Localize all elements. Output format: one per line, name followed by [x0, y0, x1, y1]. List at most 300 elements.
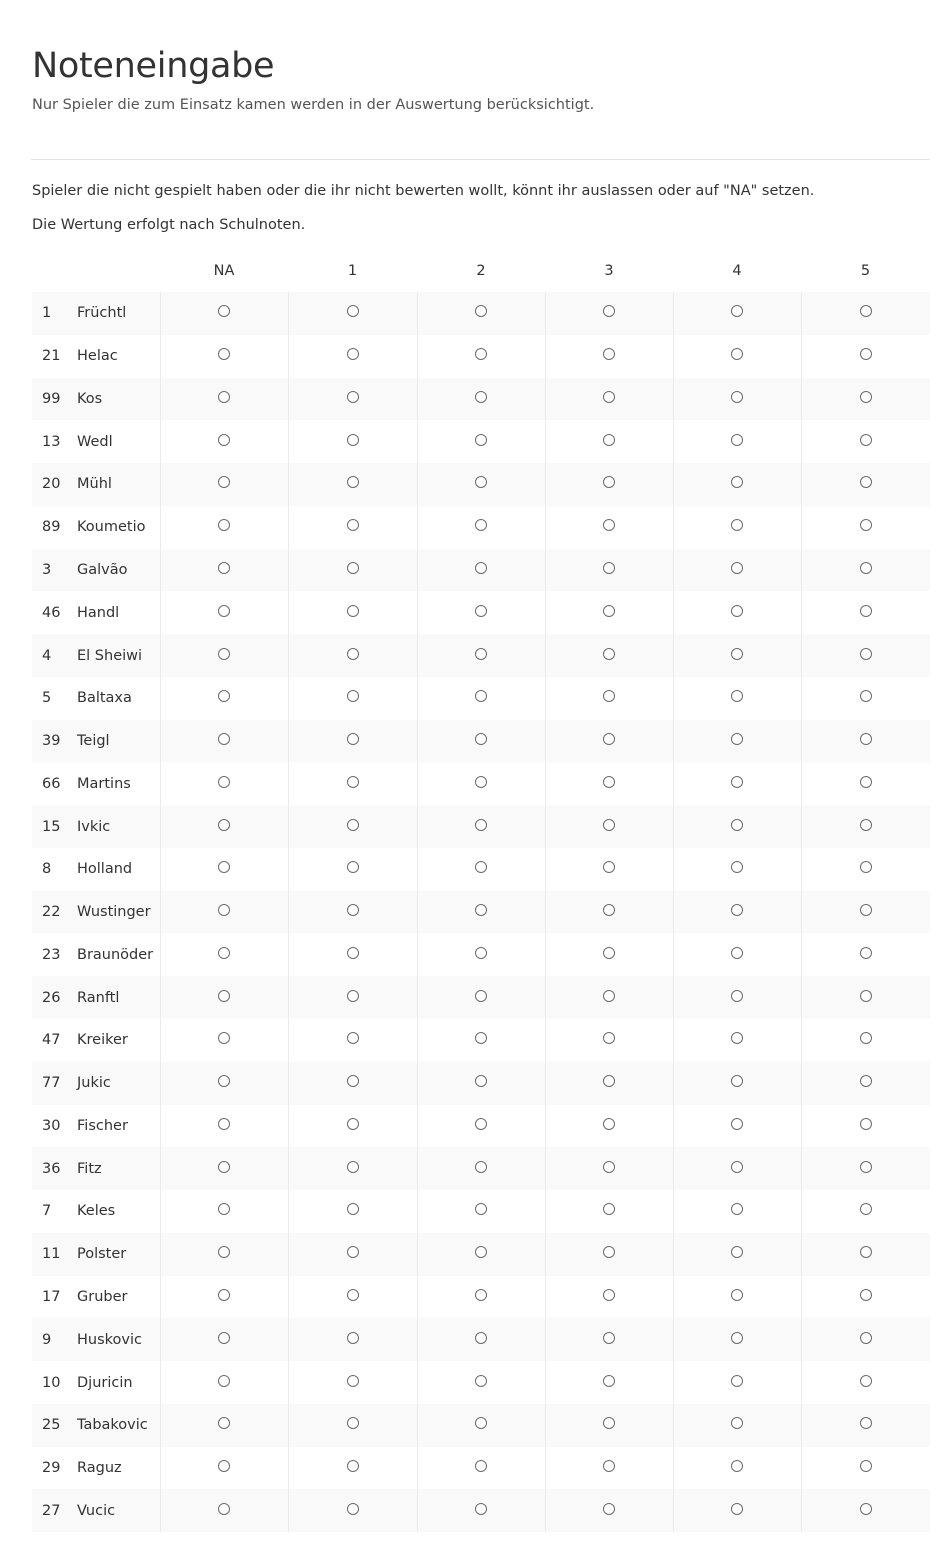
rating-radio-2[interactable]	[475, 1075, 487, 1087]
grid-header-row	[32, 250, 930, 292]
rating-radio-2[interactable]	[475, 1503, 487, 1515]
rating-radio-1[interactable]	[347, 1503, 359, 1515]
rating-radio-3[interactable]	[603, 1375, 615, 1387]
rating-radio-2[interactable]	[475, 947, 487, 959]
rating-radio-3[interactable]	[603, 1417, 615, 1429]
rating-radio-na[interactable]	[218, 1246, 230, 1258]
rating-radio-1[interactable]	[347, 305, 359, 317]
rating-radio-1[interactable]	[347, 434, 359, 446]
rating-radio-na[interactable]	[218, 990, 230, 1002]
rating-cell	[673, 549, 801, 592]
rating-radio-na[interactable]	[218, 1075, 230, 1087]
rating-radio-2[interactable]	[475, 605, 487, 617]
player-number: 29	[42, 1460, 61, 1477]
rating-radio-3[interactable]	[603, 690, 615, 702]
rating-radio-5[interactable]	[860, 434, 872, 446]
rating-cell	[545, 805, 673, 848]
rating-radio-4[interactable]	[731, 1332, 743, 1344]
rating-radio-na[interactable]	[218, 648, 230, 660]
rating-cell	[417, 634, 545, 677]
rating-radio-na[interactable]	[218, 1289, 230, 1301]
rating-radio-1[interactable]	[347, 1075, 359, 1087]
player-name: El Sheiwi	[77, 647, 143, 664]
rating-cell	[160, 1019, 288, 1062]
rating-radio-4[interactable]	[731, 1075, 743, 1087]
rating-radio-2[interactable]	[475, 562, 487, 574]
rating-radio-5[interactable]	[860, 1332, 872, 1344]
rating-radio-5[interactable]	[860, 648, 872, 660]
rating-radio-5[interactable]	[860, 1118, 872, 1130]
rating-cell	[417, 1489, 545, 1532]
rating-radio-1[interactable]	[347, 1246, 359, 1258]
rating-cell	[801, 463, 930, 506]
rating-cell	[160, 891, 288, 934]
rating-radio-1[interactable]	[347, 562, 359, 574]
rating-radio-5[interactable]	[860, 861, 872, 873]
rating-radio-5[interactable]	[860, 733, 872, 745]
rating-radio-1[interactable]	[347, 1460, 359, 1472]
rating-cell	[288, 1447, 417, 1490]
rating-radio-3[interactable]	[603, 1075, 615, 1087]
player-name: Jukic	[77, 1075, 111, 1092]
rating-radio-4[interactable]	[731, 733, 743, 745]
instruction-skip-na: Spieler die nicht gespielt haben oder die ihr nicht bewerten wollt, könnt ihr auslassen oder auf "NA" setzen.	[32, 183, 815, 199]
rating-radio-na[interactable]	[218, 1460, 230, 1472]
player-name: Koumetio	[77, 519, 146, 536]
rating-cell	[160, 1361, 288, 1404]
rating-radio-1[interactable]	[347, 605, 359, 617]
rating-radio-3[interactable]	[603, 562, 615, 574]
player-row	[32, 591, 930, 634]
rating-radio-na[interactable]	[218, 819, 230, 831]
player-cell	[32, 1404, 160, 1447]
rating-cell	[288, 1062, 417, 1105]
rating-cell	[801, 1276, 930, 1319]
rating-cell	[673, 1062, 801, 1105]
rating-cell	[288, 1404, 417, 1447]
rating-radio-3[interactable]	[603, 519, 615, 531]
rating-radio-3[interactable]	[603, 1161, 615, 1173]
player-row	[32, 1489, 930, 1532]
player-cell	[32, 1062, 160, 1105]
rating-cell	[288, 720, 417, 763]
player-row	[32, 1404, 930, 1447]
player-row	[32, 762, 930, 805]
rating-radio-3[interactable]	[603, 990, 615, 1002]
rating-radio-4[interactable]	[731, 1032, 743, 1044]
rating-radio-4[interactable]	[731, 690, 743, 702]
rating-radio-1[interactable]	[347, 1032, 359, 1044]
rating-cell	[288, 420, 417, 463]
player-name: Ivkic	[77, 818, 111, 835]
player-cell	[32, 1318, 160, 1361]
rating-radio-2[interactable]	[475, 1289, 487, 1301]
rating-cell	[801, 720, 930, 763]
rating-radio-na[interactable]	[218, 1118, 230, 1130]
rating-radio-4[interactable]	[731, 348, 743, 360]
player-cell	[32, 1276, 160, 1319]
rating-radio-4[interactable]	[731, 1417, 743, 1429]
rating-cell	[545, 1276, 673, 1319]
rating-radio-1[interactable]	[347, 1417, 359, 1429]
rating-radio-4[interactable]	[731, 305, 743, 317]
rating-cell	[673, 933, 801, 976]
player-number: 13	[42, 433, 61, 450]
rating-cell	[801, 1447, 930, 1490]
rating-radio-5[interactable]	[860, 1246, 872, 1258]
rating-radio-3[interactable]	[603, 476, 615, 488]
rating-cell	[801, 1233, 930, 1276]
rating-radio-4[interactable]	[731, 819, 743, 831]
rating-cell	[417, 1019, 545, 1062]
rating-radio-3[interactable]	[603, 819, 615, 831]
rating-radio-3[interactable]	[603, 1460, 615, 1472]
player-cell	[32, 506, 160, 549]
rating-radio-na[interactable]	[218, 562, 230, 574]
rating-radio-2[interactable]	[475, 904, 487, 916]
rating-radio-1[interactable]	[347, 1375, 359, 1387]
rating-cell	[417, 549, 545, 592]
rating-cell	[545, 378, 673, 421]
rating-radio-na[interactable]	[218, 733, 230, 745]
rating-radio-2[interactable]	[475, 861, 487, 873]
player-name: Teigl	[77, 733, 110, 750]
rating-radio-3[interactable]	[603, 904, 615, 916]
rating-radio-2[interactable]	[475, 776, 487, 788]
rating-radio-4[interactable]	[731, 519, 743, 531]
rating-radio-4[interactable]	[731, 776, 743, 788]
rating-cell	[801, 1489, 930, 1532]
player-number: 8	[42, 861, 52, 878]
rating-radio-4[interactable]	[731, 1289, 743, 1301]
rating-radio-na[interactable]	[218, 1032, 230, 1044]
rating-radio-5[interactable]	[860, 305, 872, 317]
rating-radio-na[interactable]	[218, 904, 230, 916]
rating-radio-na[interactable]	[218, 348, 230, 360]
rating-radio-1[interactable]	[347, 348, 359, 360]
rating-radio-1[interactable]	[347, 519, 359, 531]
rating-radio-2[interactable]	[475, 1203, 487, 1215]
player-name: Kreiker	[77, 1032, 128, 1049]
rating-cell	[545, 591, 673, 634]
rating-radio-3[interactable]	[603, 1203, 615, 1215]
rating-radio-2[interactable]	[475, 1417, 487, 1429]
player-name: Braunöder	[77, 946, 154, 963]
rating-cell	[673, 292, 801, 335]
rating-radio-3[interactable]	[603, 1246, 615, 1258]
rating-radio-1[interactable]	[347, 990, 359, 1002]
rating-radio-1[interactable]	[347, 1289, 359, 1301]
rating-cell	[417, 591, 545, 634]
rating-cell	[545, 976, 673, 1019]
player-name: Huskovic	[77, 1331, 142, 1348]
rating-cell	[673, 720, 801, 763]
rating-radio-1[interactable]	[347, 648, 359, 660]
rating-radio-1[interactable]	[347, 947, 359, 959]
player-number: 22	[42, 904, 61, 921]
player-row	[32, 420, 930, 463]
rating-cell	[801, 1318, 930, 1361]
rating-radio-na[interactable]	[218, 434, 230, 446]
rating-radio-1[interactable]	[347, 776, 359, 788]
rating-radio-4[interactable]	[731, 1118, 743, 1130]
rating-cell	[801, 506, 930, 549]
rating-radio-na[interactable]	[218, 476, 230, 488]
player-name: Früchtl	[77, 305, 127, 322]
rating-radio-3[interactable]	[603, 733, 615, 745]
rating-radio-5[interactable]	[860, 1375, 872, 1387]
player-row	[32, 1233, 930, 1276]
rating-cell	[545, 848, 673, 891]
rating-cell	[288, 1019, 417, 1062]
player-number: 5	[42, 690, 52, 707]
rating-cell	[545, 891, 673, 934]
rating-cell	[417, 506, 545, 549]
rating-cell	[288, 1361, 417, 1404]
rating-cell	[801, 677, 930, 720]
rating-radio-5[interactable]	[860, 519, 872, 531]
rating-radio-2[interactable]	[475, 690, 487, 702]
rating-radio-4[interactable]	[731, 434, 743, 446]
rating-radio-5[interactable]	[860, 605, 872, 617]
rating-radio-2[interactable]	[475, 1032, 487, 1044]
rating-radio-4[interactable]	[731, 990, 743, 1002]
rating-radio-4[interactable]	[731, 1246, 743, 1258]
rating-radio-2[interactable]	[475, 391, 487, 403]
player-name: Galvão	[77, 561, 128, 578]
rating-radio-5[interactable]	[860, 1161, 872, 1173]
rating-cell	[545, 1147, 673, 1190]
rating-radio-na[interactable]	[218, 519, 230, 531]
rating-cell	[160, 335, 288, 378]
rating-radio-2[interactable]	[475, 1332, 487, 1344]
rating-radio-2[interactable]	[475, 819, 487, 831]
rating-radio-3[interactable]	[603, 648, 615, 660]
rating-cell	[545, 1233, 673, 1276]
rating-cell	[801, 1361, 930, 1404]
rating-radio-1[interactable]	[347, 1332, 359, 1344]
rating-radio-3[interactable]	[603, 434, 615, 446]
rating-radio-na[interactable]	[218, 1203, 230, 1215]
player-cell	[32, 976, 160, 1019]
rating-radio-na[interactable]	[218, 861, 230, 873]
rating-cell	[160, 634, 288, 677]
rating-radio-1[interactable]	[347, 733, 359, 745]
rating-radio-5[interactable]	[860, 348, 872, 360]
rating-radio-2[interactable]	[475, 733, 487, 745]
rating-cell	[801, 335, 930, 378]
rating-radio-2[interactable]	[475, 1246, 487, 1258]
player-cell	[32, 549, 160, 592]
rating-cell	[673, 805, 801, 848]
player-number: 9	[42, 1331, 52, 1348]
rating-radio-5[interactable]	[860, 1289, 872, 1301]
rating-radio-5[interactable]	[860, 819, 872, 831]
rating-radio-1[interactable]	[347, 690, 359, 702]
rating-cell	[545, 1404, 673, 1447]
rating-radio-2[interactable]	[475, 348, 487, 360]
rating-radio-3[interactable]	[603, 776, 615, 788]
rating-radio-2[interactable]	[475, 434, 487, 446]
rating-radio-3[interactable]	[603, 1332, 615, 1344]
rating-cell	[673, 634, 801, 677]
rating-radio-5[interactable]	[860, 1032, 872, 1044]
player-number: 66	[42, 775, 61, 792]
column-header-4: 4	[732, 263, 742, 279]
rating-radio-5[interactable]	[860, 1417, 872, 1429]
player-column-header	[32, 250, 160, 292]
rating-radio-na[interactable]	[218, 1161, 230, 1173]
rating-radio-1[interactable]	[347, 1118, 359, 1130]
rating-cell	[545, 1447, 673, 1490]
rating-radio-4[interactable]	[731, 605, 743, 617]
rating-radio-5[interactable]	[860, 990, 872, 1002]
rating-radio-5[interactable]	[860, 1075, 872, 1087]
rating-radio-2[interactable]	[475, 305, 487, 317]
rating-cell	[417, 891, 545, 934]
rating-radio-5[interactable]	[860, 562, 872, 574]
rating-radio-na[interactable]	[218, 391, 230, 403]
rating-radio-5[interactable]	[860, 391, 872, 403]
rating-radio-na[interactable]	[218, 1332, 230, 1344]
rating-radio-na[interactable]	[218, 1503, 230, 1515]
rating-radio-3[interactable]	[603, 861, 615, 873]
player-name: Helac	[77, 348, 118, 365]
rating-cell	[160, 292, 288, 335]
rating-radio-1[interactable]	[347, 476, 359, 488]
rating-radio-2[interactable]	[475, 519, 487, 531]
player-number: 15	[42, 818, 61, 835]
rating-cell	[673, 335, 801, 378]
rating-cell	[801, 1190, 930, 1233]
rating-radio-4[interactable]	[731, 861, 743, 873]
rating-cell	[417, 677, 545, 720]
rating-radio-5[interactable]	[860, 690, 872, 702]
rating-radio-5[interactable]	[860, 1460, 872, 1472]
rating-radio-3[interactable]	[603, 947, 615, 959]
rating-radio-1[interactable]	[347, 861, 359, 873]
rating-radio-3[interactable]	[603, 1503, 615, 1515]
rating-cell	[288, 1105, 417, 1148]
column-header-2: 2	[476, 263, 486, 279]
rating-radio-na[interactable]	[218, 305, 230, 317]
rating-radio-na[interactable]	[218, 1375, 230, 1387]
rating-radio-2[interactable]	[475, 476, 487, 488]
rating-cell	[160, 1190, 288, 1233]
rating-radio-1[interactable]	[347, 391, 359, 403]
rating-radio-2[interactable]	[475, 1375, 487, 1387]
rating-radio-1[interactable]	[347, 1161, 359, 1173]
rating-cell	[417, 1062, 545, 1105]
rating-radio-5[interactable]	[860, 476, 872, 488]
instruction-grading-scale: Die Wertung erfolgt nach Schulnoten.	[32, 217, 306, 233]
rating-radio-3[interactable]	[603, 1118, 615, 1130]
rating-cell	[417, 378, 545, 421]
rating-cell	[288, 1147, 417, 1190]
rating-radio-5[interactable]	[860, 776, 872, 788]
rating-radio-4[interactable]	[731, 947, 743, 959]
rating-cell	[673, 463, 801, 506]
player-name: Fitz	[77, 1160, 102, 1177]
rating-cell	[160, 720, 288, 763]
rating-radio-4[interactable]	[731, 1375, 743, 1387]
rating-radio-4[interactable]	[731, 391, 743, 403]
rating-radio-4[interactable]	[731, 476, 743, 488]
rating-cell	[801, 591, 930, 634]
rating-radio-5[interactable]	[860, 947, 872, 959]
rating-cell	[288, 378, 417, 421]
player-cell	[32, 891, 160, 934]
rating-radio-3[interactable]	[603, 391, 615, 403]
rating-radio-na[interactable]	[218, 605, 230, 617]
rating-radio-4[interactable]	[731, 1460, 743, 1472]
rating-radio-na[interactable]	[218, 690, 230, 702]
rating-cell	[417, 720, 545, 763]
rating-cell	[545, 1318, 673, 1361]
player-row	[32, 378, 930, 421]
rating-cell	[801, 1147, 930, 1190]
player-number: 21	[42, 348, 61, 365]
player-row	[32, 933, 930, 976]
rating-cell	[288, 1190, 417, 1233]
rating-radio-3[interactable]	[603, 1032, 615, 1044]
rating-cell	[288, 549, 417, 592]
rating-radio-2[interactable]	[475, 1161, 487, 1173]
rating-cell	[417, 335, 545, 378]
rating-cell	[417, 1404, 545, 1447]
rating-radio-3[interactable]	[603, 348, 615, 360]
rating-cell	[545, 1105, 673, 1148]
rating-cell	[417, 976, 545, 1019]
rating-radio-1[interactable]	[347, 1203, 359, 1215]
rating-cell	[417, 1447, 545, 1490]
rating-radio-4[interactable]	[731, 904, 743, 916]
rating-radio-5[interactable]	[860, 1503, 872, 1515]
rating-cell	[673, 1019, 801, 1062]
rating-radio-1[interactable]	[347, 904, 359, 916]
rating-cell	[801, 634, 930, 677]
rating-radio-2[interactable]	[475, 1118, 487, 1130]
rating-radio-1[interactable]	[347, 819, 359, 831]
rating-radio-2[interactable]	[475, 648, 487, 660]
player-number: 4	[42, 647, 52, 664]
rating-cell	[545, 720, 673, 763]
player-number: 27	[42, 1502, 61, 1519]
rating-radio-na[interactable]	[218, 947, 230, 959]
rating-radio-5[interactable]	[860, 904, 872, 916]
rating-radio-4[interactable]	[731, 1203, 743, 1215]
rating-radio-4[interactable]	[731, 1161, 743, 1173]
rating-radio-3[interactable]	[603, 605, 615, 617]
player-row	[32, 1062, 930, 1105]
rating-radio-na[interactable]	[218, 1417, 230, 1429]
rating-radio-2[interactable]	[475, 1460, 487, 1472]
column-header-5: 5	[860, 263, 871, 279]
rating-cell	[801, 420, 930, 463]
page-title: Noteneingabe	[32, 46, 275, 86]
rating-radio-4[interactable]	[731, 562, 743, 574]
rating-radio-3[interactable]	[603, 305, 615, 317]
rating-cell	[288, 1489, 417, 1532]
rating-radio-4[interactable]	[731, 1503, 743, 1515]
rating-radio-4[interactable]	[731, 648, 743, 660]
rating-radio-3[interactable]	[603, 1289, 615, 1301]
rating-radio-na[interactable]	[218, 776, 230, 788]
player-row	[32, 506, 930, 549]
rating-radio-5[interactable]	[860, 1203, 872, 1215]
rating-radio-2[interactable]	[475, 990, 487, 1002]
rating-cell	[160, 976, 288, 1019]
